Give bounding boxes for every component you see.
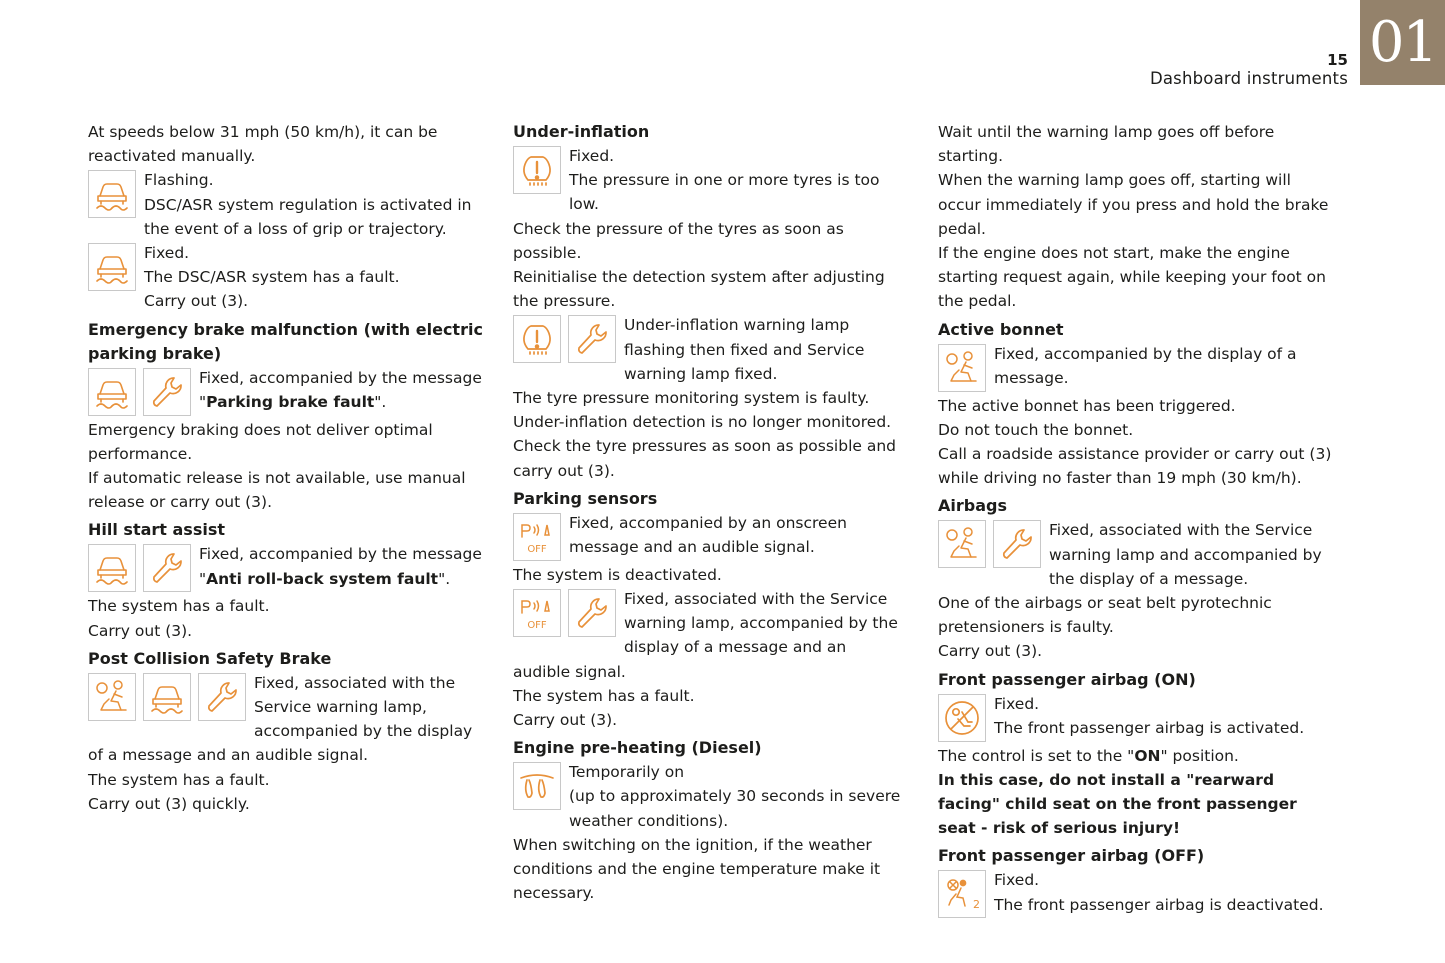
pax-on-heading: Front passenger airbag (ON) [938, 669, 1196, 689]
column-2 [513, 120, 908, 905]
pax-off-heading: Front passenger airbag (OFF) [938, 846, 1205, 866]
dsc-skid-icon [88, 243, 136, 291]
hill-p2: Carry out (3). [88, 621, 193, 640]
hill-text: Fixed, accompanied by the message "Anti roll-back system fault". [199, 545, 482, 588]
pax-on-text: The front passenger airbag is activated. [994, 718, 1305, 737]
dsc-skid-icon [88, 368, 136, 416]
hill-heading: Hill start assist [88, 520, 225, 540]
bonnet-p3: Call a roadside assistance provider or carry out (3) while driving no faster than 19 mph (30 km/h). [938, 445, 1332, 488]
pcsb-text: Fixed, associated with the Service warning lamp, accompanied by the display of a message and an audible signal. [88, 673, 473, 765]
pax-off-state: Fixed. [994, 871, 1040, 890]
svg-text:2: 2 [973, 898, 980, 912]
parking-sensor-off-icon [513, 513, 561, 561]
bonnet-text: Fixed, accompanied by the display of a message. [994, 344, 1297, 387]
dsc-skid-icon [88, 544, 136, 592]
preheat-text: (up to approximately 30 seconds in severe weather conditions). [569, 787, 901, 830]
parking-heading: Parking sensors [513, 488, 658, 508]
parking-p3: Carry out (3). [513, 711, 618, 730]
service-wrench-icon [143, 544, 191, 592]
parking-sensor-off-icon [513, 589, 561, 637]
parking-text1: Fixed, accompanied by an onscreen message and an audible signal. [569, 513, 847, 557]
pcsb-p2: Carry out (3) quickly. [88, 794, 250, 813]
pcsb-heading: Post Collision Safety Brake [88, 648, 332, 668]
service-wrench-icon [993, 520, 1041, 568]
chapter-tab: 01 [1360, 0, 1445, 85]
pcsb-p1: The system has a fault. [88, 770, 270, 789]
tyre-pressure-icon [513, 146, 561, 194]
svg-text:OFF: OFF [527, 543, 547, 555]
svg-text:OFF: OFF [527, 620, 547, 632]
dsc-flashing-state: Flashing. [144, 171, 214, 190]
pax-on-state: Fixed. [994, 694, 1040, 713]
airbag-deactivated-icon [938, 694, 986, 742]
ebrake-p1: Emergency braking does not deliver optimal performance. [88, 420, 433, 463]
bonnet-heading: Active bonnet [938, 319, 1064, 339]
bonnet-p2: Do not touch the bonnet. [938, 420, 1134, 439]
hill-p1: The system has a fault. [88, 597, 270, 616]
under-service-p3: Check the tyre pressures as soon as possible and carry out (3). [513, 437, 897, 480]
airbags-p2: Carry out (3). [938, 642, 1043, 661]
under-service-p2: Under-inflation detection is no longer monitored. [513, 413, 892, 432]
dsc-intro: At speeds below 31 mph (50 km/h), it can be reactivated manually. [88, 123, 438, 166]
service-wrench-icon [198, 673, 246, 721]
tyre-pressure-icon [513, 315, 561, 363]
active-bonnet-pedestrian-icon [88, 673, 136, 721]
column-3 [938, 120, 1338, 920]
under-service-text: Under-inflation warning lamp flashing then fixed and Service warning lamp fixed. [624, 316, 865, 383]
active-bonnet-pedestrian-icon [938, 344, 986, 392]
under-heading: Under-inflation [513, 122, 650, 141]
airbags-text: Fixed, associated with the Service warning lamp and accompanied by the display of a message. [1049, 521, 1322, 588]
ebrake-heading: Emergency brake malfunction (with electric parking brake) [88, 319, 483, 363]
parking-text2: Fixed, associated with the Service warning lamp, accompanied by the display of a message and an audible signal. [513, 590, 898, 681]
hill-message: Anti roll-back system fault [206, 569, 439, 588]
active-bonnet-pedestrian-icon [938, 520, 986, 568]
dsc-flashing-text: DSC/ASR system regulation is activated in the event of a loss of grip or trajectory. [144, 195, 472, 238]
service-wrench-icon [568, 589, 616, 637]
section-title: Dashboard instruments [1149, 69, 1348, 88]
parking-p2: The system has a fault. [513, 686, 695, 705]
airbags-heading: Airbags [938, 496, 1007, 516]
under-text: The pressure in one or more tyres is too low. [569, 171, 880, 214]
column-1 [88, 120, 483, 816]
under-state: Fixed. [569, 147, 615, 165]
start-p1: Wait until the warning lamp goes off before starting. [938, 123, 1275, 166]
ebrake-message: Parking brake fault [206, 392, 375, 411]
start-p2: When the warning lamp goes off, starting will occur immediately if you press and hold the brake pedal. [938, 171, 1329, 238]
service-wrench-icon [143, 368, 191, 416]
under-p1: Check the pressure of the tyres as soon as possible. [513, 219, 844, 262]
airbags-p1: One of the airbags or seat belt pyrotechnic pretensioners is faulty. [938, 594, 1272, 637]
page-number: 15 [1327, 51, 1348, 69]
under-p2: Reinitialise the detection system after adjusting the pressure. [513, 268, 885, 311]
ebrake-text: Fixed, accompanied by the message "Parking brake fault". [199, 368, 482, 411]
pax-off-text: The front passenger airbag is deactivated. [994, 895, 1324, 914]
passenger-airbag-off-icon [938, 870, 986, 918]
glow-plug-icon [513, 762, 561, 810]
dsc-skid-icon [143, 673, 191, 721]
under-service-p1: The tyre pressure monitoring system is faulty. [513, 389, 870, 408]
dsc-flashing-block [88, 168, 483, 241]
dsc-fixed-block [88, 241, 483, 314]
dsc-fixed-text: The DSC/ASR system has a fault. [144, 268, 400, 287]
dsc-fixed-action: Carry out (3). [144, 292, 249, 311]
bonnet-p1: The active bonnet has been triggered. [938, 396, 1236, 415]
ebrake-p2: If automatic release is not available, use manual release or carry out (3). [88, 469, 466, 512]
service-wrench-icon [568, 315, 616, 363]
preheat-p1: When switching on the ignition, if the weather conditions and the engine temperature make it necessary. [513, 835, 881, 903]
dsc-fixed-state: Fixed. [144, 244, 190, 263]
pax-on-warning: In this case, do not install a "rearward facing" child seat on the front passenger seat - risk of serious injury! [938, 770, 1297, 838]
preheat-heading: Engine pre-heating (Diesel) [513, 738, 762, 758]
start-p3: If the engine does not start, make the engine starting request again, while keeping your foot on the pedal. [938, 244, 1326, 311]
parking-p1: The system is deactivated. [513, 565, 722, 584]
preheat-state: Temporarily on [569, 763, 685, 782]
pax-on-control: The control is set to the "ON" position. [938, 746, 1239, 765]
dsc-skid-icon [88, 170, 136, 218]
